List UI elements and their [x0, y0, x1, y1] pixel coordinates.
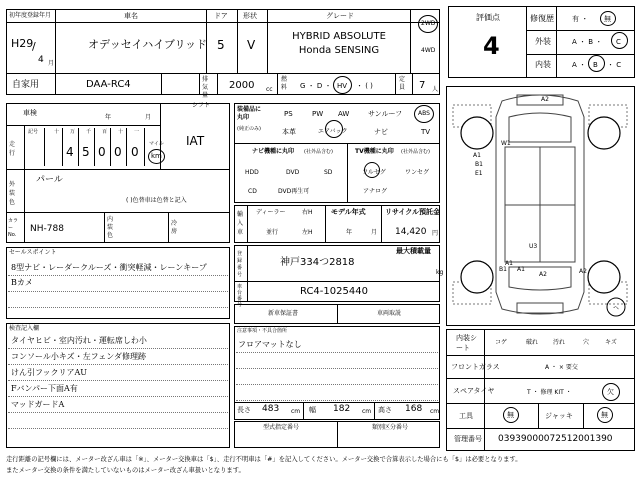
class-no-label: 類別区分番号: [372, 424, 409, 431]
length-label: 長さ: [237, 406, 251, 414]
reg-month: 4: [38, 55, 44, 65]
aircon-label: 冷房: [171, 220, 178, 235]
first-reg-label: 初年度登録年月: [9, 12, 52, 19]
repair-selected: 無: [604, 15, 611, 23]
inspector-line-5: マッドガードA: [11, 400, 65, 409]
grade-line2: Honda SENSING: [298, 45, 380, 56]
equip-ps: PS: [284, 110, 293, 118]
shape-code: V: [247, 38, 256, 52]
inspector-line-2: コンソール小キズ・左フェンダ修理跡: [11, 352, 146, 361]
reg-slash: /: [32, 40, 36, 53]
diagram-label-e1: E1: [475, 170, 483, 177]
equip-sunroof: サンルーフ: [368, 110, 403, 118]
tv-oneseg: ワンセグ: [405, 169, 430, 176]
inspector-line-4: Fバンパー下面A有: [11, 384, 78, 393]
capacity-label: 定員: [399, 76, 406, 91]
reg-month-unit: 月: [48, 60, 55, 67]
score-label: 評価点: [476, 13, 500, 22]
chassis-label: 車台番号: [237, 284, 243, 308]
exterior-options: A ・ B ・: [572, 38, 603, 46]
diagram-label-a2-right: A2: [579, 268, 587, 275]
equipment-sub: (純正のみ): [237, 126, 261, 132]
mileage-digit-2: 5: [82, 145, 90, 159]
sales-point-block: [6, 247, 230, 319]
tv-analog: アナログ: [363, 188, 388, 195]
recycle-value: 14,420: [395, 227, 427, 237]
inspection-year: 年: [105, 114, 112, 121]
mileage-unit-2: 万: [70, 129, 76, 135]
car-name-label: 車名: [124, 12, 138, 20]
exterior-label: 外装: [535, 37, 551, 46]
navi-hdd: HDD: [245, 169, 259, 176]
car-name: オデッセイハイブリッド: [88, 38, 208, 51]
equip-abs: ABS: [418, 110, 430, 117]
navi-sub: (社外品含む): [304, 149, 333, 155]
inspection-label: 車検: [23, 109, 37, 117]
model-code: DAA-RC4: [86, 79, 131, 90]
equip-pw: PW: [312, 110, 324, 118]
diagram-label-b1-rear: B1: [499, 266, 507, 273]
tv-fullseg: フルセグ: [362, 169, 386, 176]
inspection-month: 月: [145, 114, 152, 121]
mileage-digit-5: 0: [131, 145, 139, 159]
tools-label: 工具: [459, 412, 473, 420]
length-unit: cm: [291, 408, 301, 415]
warranty-new: 新車保証書: [268, 310, 299, 317]
repair-options: 有 ・: [572, 15, 589, 23]
notes-text: フロアマットなし: [238, 340, 302, 349]
jack-label: ジャッキ: [545, 412, 573, 420]
diagram-label-a2-top: A2: [541, 96, 549, 103]
door-label: ドア: [214, 12, 228, 20]
mileage-label: 走行: [9, 141, 16, 157]
notes-label: 注意事項・不具合箇所: [237, 328, 288, 334]
import-label: 輸入車: [237, 211, 244, 236]
max-load-label: 最大積載量: [396, 247, 431, 255]
use-type: 自家用: [12, 80, 40, 90]
import-parallel: 並行: [266, 229, 279, 236]
fuel-hv: HV: [337, 82, 348, 90]
navi-sd: SD: [324, 169, 333, 176]
interior-sheet-label: 内装シート: [456, 334, 477, 352]
fuel-options: G ・ D ・: [300, 82, 332, 90]
height-unit: cm: [430, 408, 440, 415]
windshield-label: フロントガラス: [451, 363, 500, 371]
spare-label: スペアタイヤ: [453, 387, 495, 395]
inspector-label: 検査記入欄: [9, 325, 40, 332]
model-year-year: 年: [346, 229, 353, 236]
interior-options-c: ・ C: [607, 61, 622, 69]
import-dealer: ディーラー: [256, 209, 286, 216]
height-label: 高さ: [378, 406, 392, 414]
color-no-value: NH-788: [30, 224, 64, 234]
interior-label: 内装: [535, 60, 551, 69]
diagram-label-u3: U3: [529, 243, 538, 250]
interior-color-label: 内装色: [107, 216, 114, 239]
sheet-yogore: 汚れ: [553, 339, 566, 346]
mileage-unit-1: 十: [54, 129, 60, 135]
windshield-value: A ・ × 要交: [545, 364, 578, 371]
width-label: 幅: [309, 406, 316, 414]
score-value: 4: [483, 32, 500, 60]
import-left: 左H: [302, 229, 313, 236]
diagram-label-a1-left: A1: [473, 152, 481, 159]
mileage-unit-5: 十: [118, 129, 124, 135]
recycle-unit: 円: [432, 230, 439, 237]
plate-value: 神戸334つ2818: [280, 257, 355, 268]
warranty-manual: 車両取説: [377, 310, 402, 317]
capacity-unit: 人: [432, 86, 439, 93]
fuel-rest: ・ ( ): [356, 82, 373, 90]
plate-label: 登録番号: [237, 251, 243, 278]
equip-aw: AW: [338, 110, 350, 118]
inspector-line-3: けん引フックリアAU: [11, 368, 87, 377]
diagram-label-a1-rear: A1: [505, 260, 513, 267]
mileage-digit-1: 4: [66, 145, 74, 159]
mileage-unit-mile: マイル: [149, 141, 164, 147]
manage-no-value: 03939000072512001390: [498, 434, 613, 444]
tools-selected: 無: [507, 411, 514, 419]
shift-value: IAT: [186, 134, 205, 148]
exterior-color-label: 外装色: [9, 181, 16, 206]
sales-point-line2: Bカメ: [11, 278, 33, 287]
exterior-selected: C: [616, 38, 621, 46]
chassis-value: RC4-1025440: [300, 286, 368, 297]
equip-tv: TV: [421, 128, 431, 136]
mileage-unit-0: 記号: [28, 129, 39, 135]
recycle-label: リサイクル預託金: [385, 208, 441, 216]
repair-label: 修復歴: [530, 14, 554, 23]
navi-dvd-play: DVD再生可: [278, 188, 310, 195]
equip-leather: 本革: [282, 128, 296, 136]
type-no-label: 型式指定番号: [263, 424, 300, 431]
diagram-label-a2-bottom: A2: [539, 271, 547, 278]
equip-navi: ナビ: [374, 128, 388, 136]
sheet-koge: コゲ: [495, 339, 508, 346]
width-value: 182: [333, 404, 351, 414]
displacement-unit: cc: [266, 86, 273, 93]
mileage-digit-3: 0: [98, 145, 106, 159]
exterior-color: パール: [36, 175, 63, 185]
car-diagram: [447, 87, 634, 325]
manage-no-label: 管理番号: [454, 435, 482, 443]
color-note: ( )色替車は色替と記入: [126, 197, 187, 204]
sales-point-line1: 8型ナビ・レーダークルーズ・衝突軽減・レーンキープ: [11, 263, 207, 272]
door-count: 5: [217, 38, 225, 52]
grade-line1: HYBRID ABSOLUTE: [292, 31, 386, 42]
capacity-value: 7: [419, 80, 426, 91]
displacement-label: 排気量: [202, 76, 209, 99]
jack-selected: 無: [601, 411, 608, 419]
drive-2wd: 2WD: [421, 20, 436, 27]
interior-options-a: A ・: [572, 61, 587, 69]
mileage-block: [6, 103, 230, 243]
displacement-value: 2000: [229, 80, 255, 91]
footnote-line2: またメーター交換の条件を満たしていないものはメーター改ざん車扱いとなります。: [6, 467, 245, 474]
mileage-unit-3: 千: [86, 129, 92, 135]
spare-selected: 欠: [607, 388, 614, 396]
diagram-label-a1-rear2: A1: [517, 266, 525, 273]
tv-label: TV機種に丸印: [355, 148, 394, 155]
equip-airbag: エアバック: [318, 128, 348, 135]
color-no-label: カラーNo.: [8, 218, 19, 238]
mileage-unit-6: 一: [134, 129, 140, 135]
spare-options: T ・ 修理 KIT ・: [527, 389, 572, 396]
interior-selected: B: [593, 61, 598, 69]
mileage-unit-4: 百: [102, 129, 108, 135]
shape-label: 形状: [243, 12, 257, 20]
length-value: 483: [262, 404, 280, 414]
fuel-label: 燃料: [281, 76, 288, 91]
equipment-label: 装備品に丸印: [237, 106, 262, 121]
max-load-unit: kg: [436, 269, 444, 276]
model-year-label: モデル年式: [331, 208, 366, 216]
inspector-line-1: タイヤヒビ・室内汚れ・運転席しわ小: [11, 336, 147, 345]
width-unit: cm: [362, 408, 372, 415]
sheet-kizu: キズ: [605, 339, 617, 346]
footnote-line1: 走行距離の記号欄には、メーター改ざん車は「※」、メーター交換車は「$」、走行不明車は「#」を記入してください。メーター交換で合算表示した場合にも「$」は必要となります。: [6, 456, 522, 463]
height-value: 168: [405, 404, 423, 414]
tv-sub: (社外品含む): [401, 149, 430, 155]
diagram-label-b1-left: B1: [475, 161, 483, 168]
mileage-km: km: [151, 152, 162, 160]
reg-year: H29: [11, 37, 34, 50]
navi-dvd: DVD: [286, 169, 300, 176]
navi-label: ナビ機種に丸印: [252, 148, 295, 155]
shift-label: シフト: [192, 102, 211, 109]
diagram-marker: ヘ: [613, 305, 620, 312]
sheet-ana: 穴: [583, 339, 590, 346]
model-year-month: 月: [371, 229, 378, 236]
sheet-yabure: 破れ: [526, 339, 539, 346]
navi-cd: CD: [248, 188, 257, 195]
sales-point-label: セールスポイント: [9, 249, 57, 256]
grade-label: グレード: [326, 12, 354, 20]
import-right: 右H: [302, 209, 313, 216]
drive-4wd: 4WD: [421, 47, 436, 54]
mileage-digit-4: 0: [114, 145, 122, 159]
diagram-label-w1: W1: [501, 140, 511, 147]
